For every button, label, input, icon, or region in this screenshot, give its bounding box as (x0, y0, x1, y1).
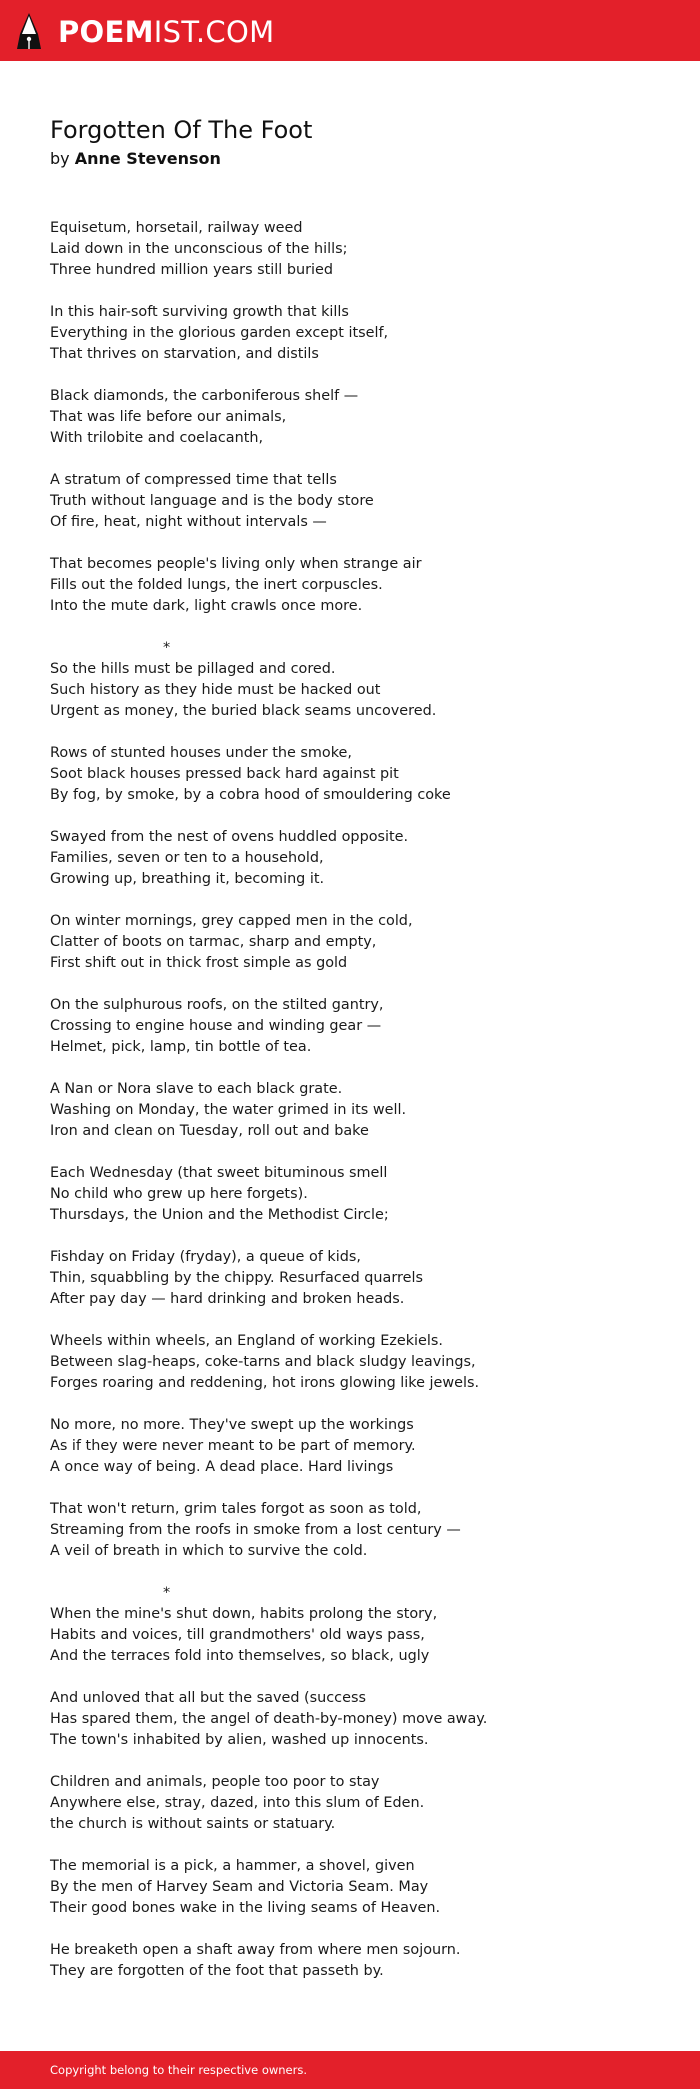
poem-line: Truth without language and is the body store (50, 493, 374, 509)
poem-line: When the mine's shut down, habits prolong the story, (50, 1606, 438, 1622)
poem-line: Children and animals, people too poor to stay (50, 1774, 380, 1790)
poem-line: Forges roaring and reddening, hot irons glowing like jewels. (50, 1375, 480, 1391)
poem-line: Anywhere else, stray, dazed, into this slum of Eden. (50, 1795, 425, 1811)
poem-line: And the terraces fold into themselves, so black, ugly (50, 1648, 430, 1664)
poem-line: On the sulphurous roofs, on the stilted gantry, (50, 997, 384, 1013)
stanza (50, 1688, 660, 1751)
byline (50, 148, 312, 170)
stanza (50, 218, 660, 281)
poem-line: By the men of Harvey Seam and Victoria Seam. May (50, 1879, 429, 1895)
poem-header (50, 115, 312, 170)
stanza (50, 911, 660, 974)
poem-line: Of fire, heat, night without intervals — (50, 514, 327, 530)
poem-line: Their good bones wake in the living seams of Heaven. (50, 1900, 441, 1916)
stanza (50, 554, 660, 617)
poem-line: On winter mornings, grey capped men in the cold, (50, 913, 413, 929)
poem-line: After pay day — hard drinking and broken heads. (50, 1291, 405, 1307)
poem-line: A veil of breath in which to survive the cold. (50, 1543, 368, 1559)
poem-line: Laid down in the unconscious of the hills; (50, 241, 348, 257)
poem-line: No child who grew up here forgets). (50, 1186, 308, 1202)
poem-line: That won't return, grim tales forgot as soon as told, (50, 1501, 422, 1517)
pen-nib-icon (16, 12, 42, 52)
poem-line: Black diamonds, the carboniferous shelf — (50, 388, 359, 404)
poem-line: Has spared them, the angel of death-by-money) move away. (50, 1711, 488, 1727)
poem-line: No more, no more. They've swept up the workings (50, 1417, 414, 1433)
site-footer (0, 2051, 700, 2089)
poem-line: Helmet, pick, lamp, tin bottle of tea. (50, 1039, 312, 1055)
poem-line: Each Wednesday (that sweet bituminous smell (50, 1165, 388, 1181)
section-separator: * (163, 640, 171, 656)
poem-line: Fills out the folded lungs, the inert corpuscles. (50, 577, 383, 593)
stanza (50, 827, 660, 890)
stanza (50, 995, 660, 1058)
poem-line: A stratum of compressed time that tells (50, 472, 337, 488)
poem-line: That becomes people's living only when strange air (50, 556, 422, 572)
poem-line: Habits and voices, till grandmothers' old ways pass, (50, 1627, 425, 1643)
site-logo[interactable] (16, 12, 274, 52)
poem-line: They are forgotten of the foot that passeth by. (50, 1963, 384, 1979)
poem-title: Forgotten Of The Foot (50, 116, 313, 144)
poem-line: Three hundred million years still buried (50, 262, 334, 278)
poem-line: Families, seven or ten to a household, (50, 850, 324, 866)
stanza (50, 1499, 660, 1562)
poem-line: In this hair-soft surviving growth that kills (50, 304, 349, 320)
logo-text (58, 15, 274, 49)
poem-line: The town's inhabited by alien, washed up innocents. (50, 1732, 429, 1748)
stanza (50, 1772, 660, 1835)
stanza (50, 659, 660, 722)
poem-body (50, 218, 660, 2003)
logo-text-bold: POEM (58, 15, 154, 49)
poem-line: A once way of being. A dead place. Hard livings (50, 1459, 394, 1475)
poem-line: Growing up, breathing it, becoming it. (50, 871, 325, 887)
poem-line: A Nan or Nora slave to each black grate. (50, 1081, 343, 1097)
poem-line: And unloved that all but the saved (success (50, 1690, 366, 1706)
poem-line: Fishday on Friday (fryday), a queue of kids, (50, 1249, 361, 1265)
poem-line: Washing on Monday, the water grimed in its well. (50, 1102, 407, 1118)
poem-line: Swayed from the nest of ovens huddled opposite. (50, 829, 409, 845)
poem-line: So the hills must be pillaged and cored. (50, 661, 336, 677)
poem-line: By fog, by smoke, by a cobra hood of smouldering coke (50, 787, 451, 803)
stanza (50, 1331, 660, 1394)
poem-line: First shift out in thick frost simple as gold (50, 955, 348, 971)
poem-line: Streaming from the roofs in smoke from a lost century — (50, 1522, 461, 1538)
stanza (50, 470, 660, 533)
logo-text-light: IST.COM (153, 15, 275, 49)
stanza (50, 1415, 660, 1478)
poem-line: Soot black houses pressed back hard against pit (50, 766, 399, 782)
poem-line: With trilobite and coelacanth, (50, 430, 264, 446)
author-link[interactable]: Anne Stevenson (74, 149, 221, 168)
poem-line: Iron and clean on Tuesday, roll out and bake (50, 1123, 369, 1139)
poem-line: As if they were never meant to be part of memory. (50, 1438, 416, 1454)
copyright-text: Copyright belong to their respective owners. (50, 2063, 308, 2077)
poem-line: That was life before our animals, (50, 409, 287, 425)
site-header (0, 0, 700, 61)
poem-line: Urgent as money, the buried black seams uncovered. (50, 703, 437, 719)
poem-line: Everything in the glorious garden except itself, (50, 325, 389, 341)
by-label: by (50, 149, 70, 168)
poem-line: Such history as they hide must be hacked out (50, 682, 381, 698)
stanza (50, 743, 660, 806)
poem-line: That thrives on starvation, and distils (50, 346, 319, 362)
poem-line: Clatter of boots on tarmac, sharp and empty, (50, 934, 377, 950)
poem-line: He breaketh open a shaft away from where men sojourn. (50, 1942, 461, 1958)
poem-line: Thursdays, the Union and the Methodist Circle; (50, 1207, 389, 1223)
poem-line: Between slag-heaps, coke-tarns and black sludgy leavings, (50, 1354, 476, 1370)
stanza (50, 1856, 660, 1919)
poem-line: Equisetum, horsetail, railway weed (50, 220, 303, 236)
poem-line: Thin, squabbling by the chippy. Resurfaced quarrels (50, 1270, 423, 1286)
poem-line: Wheels within wheels, an England of working Ezekiels. (50, 1333, 443, 1349)
stanza (50, 386, 660, 449)
stanza (50, 1940, 660, 1982)
stanza (50, 1604, 660, 1667)
section-separator: * (163, 1585, 171, 1601)
stanza (50, 1079, 660, 1142)
poem-line: Rows of stunted houses under the smoke, (50, 745, 352, 761)
poem-line: The memorial is a pick, a hammer, a shovel, given (50, 1858, 415, 1874)
stanza (50, 302, 660, 365)
poem-line: the church is without saints or statuary. (50, 1816, 336, 1832)
poem-line: Crossing to engine house and winding gear — (50, 1018, 382, 1034)
stanza (50, 1247, 660, 1310)
poem-line: Into the mute dark, light crawls once more. (50, 598, 363, 614)
stanza (50, 1163, 660, 1226)
